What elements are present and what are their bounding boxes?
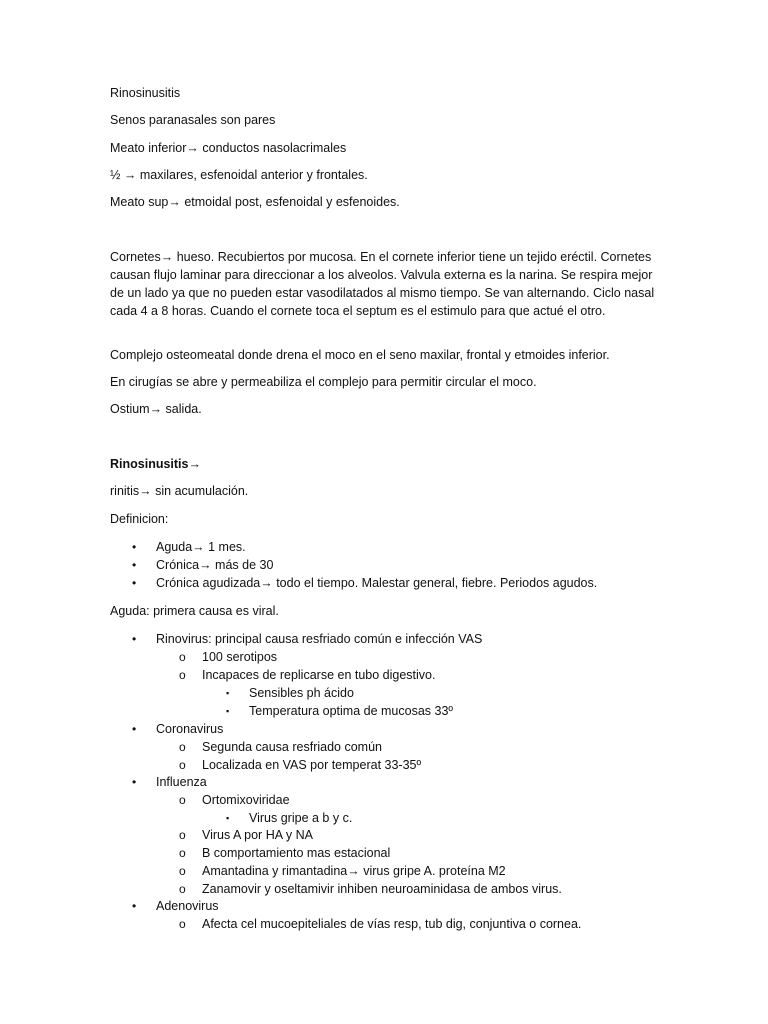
- list-item: 100 serotipos: [202, 650, 278, 664]
- circle-bullet-icon: o: [179, 882, 186, 896]
- heading-text: Rinosinusitis: [110, 457, 189, 471]
- bullet-icon: •: [132, 558, 137, 572]
- list-item: Rinovirus: principal causa resfriado común e infección VAS: [156, 632, 483, 646]
- square-bullet-icon: ▪: [226, 706, 230, 716]
- text-line: Complejo osteomeatal donde drena el moco en el seno maxilar, frontal y etmoides inferior.: [110, 348, 610, 362]
- bullet-icon: •: [132, 576, 137, 590]
- bullet-icon: •: [132, 722, 137, 736]
- circle-bullet-icon: o: [179, 864, 186, 878]
- heading-rinosinusitis: Rinosinusitis: [110, 86, 181, 100]
- list-item: Afecta cel mucoepiteliales de vías resp, tub dig, conjuntiva o cornea.: [202, 917, 582, 931]
- circle-bullet-icon: o: [179, 917, 186, 931]
- square-bullet-icon: ▪: [226, 813, 230, 823]
- text-line: Meato sup→ etmoidal post, esfenoidal y esfenoides.: [110, 195, 400, 209]
- square-bullet-icon: ▪: [226, 688, 230, 698]
- heading-rinosinusitis-2: [110, 455, 201, 473]
- list-item: Aguda→ 1 mes.: [156, 540, 246, 554]
- list-item: Coronavirus: [156, 722, 224, 736]
- list-item: Adenovirus: [156, 899, 219, 913]
- circle-bullet-icon: o: [179, 668, 186, 682]
- bullet-icon: •: [132, 632, 137, 646]
- circle-bullet-icon: o: [179, 828, 186, 842]
- list-item: Virus gripe a b y c.: [249, 811, 353, 825]
- circle-bullet-icon: o: [179, 758, 186, 772]
- text-line: rinitis→ sin acumulación.: [110, 484, 249, 498]
- list-item: Temperatura optima de mucosas 33º: [249, 704, 453, 718]
- list-item: Zanamovir y oseltamivir inhiben neuroaminidasa de ambos virus.: [202, 882, 562, 896]
- list-item: Incapaces de replicarse en tubo digestivo.: [202, 668, 436, 682]
- list-item: Segunda causa resfriado común: [202, 740, 382, 754]
- list-item: Sensibles ph ácido: [249, 686, 354, 700]
- circle-bullet-icon: o: [179, 650, 186, 664]
- circle-bullet-icon: o: [179, 793, 186, 807]
- text-line: Senos paranasales son pares: [110, 113, 276, 127]
- paragraph-cornetes: Cornetes→ hueso. Recubiertos por mucosa. En el cornete inferior tiene un tejido eréctil. Cornetes causan flujo laminar para direccionar a los alveolos. Valvula externa es la narina. Se respira mejor de un lado ya que no pueden estar vasodilatados al mismo tiempo. Se van alternando. Ciclo nasal cada 4 a 8 horas. Cuando el cornete toca el septum es el estimulo para que actué el otro.: [110, 250, 655, 318]
- list-item: Ortomixoviridae: [202, 793, 290, 807]
- arrow-icon: →: [188, 457, 201, 471]
- list-item: B comportamiento mas estacional: [202, 846, 391, 860]
- list-item: Amantadina y rimantadina→ virus gripe A. proteína M2: [202, 864, 506, 878]
- list-item: Influenza: [156, 775, 207, 789]
- text-line: ½ → maxilares, esfenoidal anterior y frontales.: [110, 168, 368, 182]
- text-line: Aguda: primera causa es viral.: [110, 604, 279, 618]
- text-line: Meato inferior→ conductos nasolacrimales: [110, 141, 347, 155]
- list-item: Virus A por HA y NA: [202, 828, 313, 842]
- list-item: Localizada en VAS por temperat 33-35º: [202, 758, 422, 772]
- bullet-icon: •: [132, 899, 137, 913]
- bullet-icon: •: [132, 540, 137, 554]
- circle-bullet-icon: o: [179, 740, 186, 754]
- circle-bullet-icon: o: [179, 846, 186, 860]
- list-item: Crónica agudizada→ todo el tiempo. Malestar general, fiebre. Periodos agudos.: [156, 576, 598, 590]
- text-line: Ostium→ salida.: [110, 402, 202, 416]
- bullet-icon: •: [132, 775, 137, 789]
- text-line: Definicion:: [110, 512, 169, 526]
- text-line: En cirugías se abre y permeabiliza el complejo para permitir circular el moco.: [110, 375, 537, 389]
- list-item: Crónica→ más de 30: [156, 558, 274, 572]
